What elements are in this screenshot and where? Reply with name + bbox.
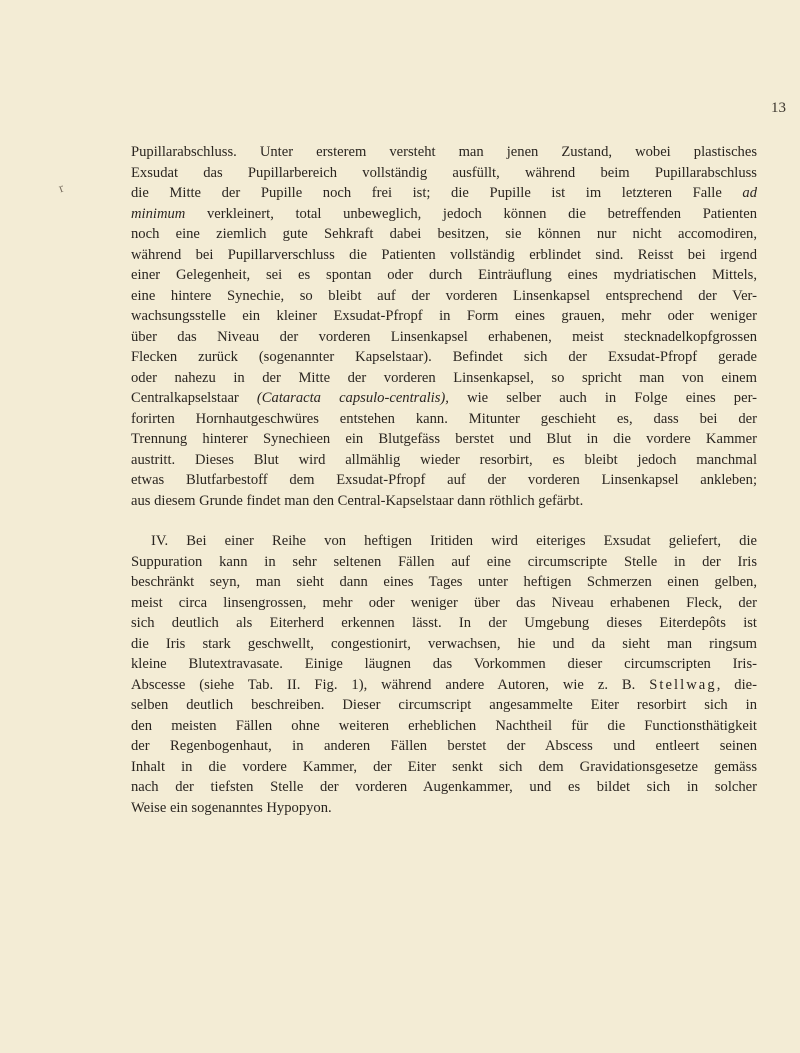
text-line: Centralkapselstaar (Cataracta capsulo-centralis), wie selber auch in Folge eines per- (131, 390, 758, 406)
text-line: Abscesse (siehe Tab. II. Fig. 1), während andere Autoren, wie z. B. Stellwag, die- (131, 676, 757, 693)
text-line: Flecken zurück (sogenannter Kapselstaar). Befindet sich der Exsudat-Pfropf gerade (131, 349, 757, 365)
text-line: Suppuration kann in sehr seltenen Fällen auf eine circumscripte Stelle in der Iris (131, 553, 757, 570)
text-line: noch eine ziemlich gute Sehkraft dabei besitzen, sie können nur nicht accomodiren, (131, 226, 757, 242)
text-line: wachsungsstelle ein kleiner Exsudat-Pfropf in Form eines grauen, mehr oder weniger (131, 308, 757, 324)
page-number: 13 (771, 100, 786, 116)
text-line: Pupillarabschluss. Unter ersterem versteht man jenen Zustand, wobei plastisches (131, 144, 757, 160)
margin-mark: r (56, 179, 66, 196)
text-line: über das Niveau der vorderen Linsenkapsel erhabenen, meist stecknadelkopfgrossen (131, 328, 757, 345)
text-line: sich deutlich als Eiterherd erkennen lässt. In der Umgebung dieses Eiterdepôts ist (131, 615, 757, 631)
italic-term: minimum (131, 205, 186, 222)
text-line: Inhalt in die vordere Kammer, der Eiter senkt sich dem Gravidationsgesetze gemäss (131, 758, 757, 775)
text-line: forirten Hornhautgeschwüres entstehen kann. Mitunter geschieht es, dass bei der (131, 410, 757, 427)
text-line: etwas Blutfarbestoff dem Exsudat-Pfropf auf der vorderen Linsenkapsel ankleben; (131, 472, 757, 488)
text-line: den meisten Fällen ohne weiteren erheblichen Nachtheil für die Functionsthätigkeit (131, 717, 757, 734)
text-line: Weise ein sogenanntes Hypopyon. (131, 799, 332, 816)
italic-term: (Cataracta capsulo-centralis), (256, 390, 449, 406)
text-line: einer Gelegenheit, sei es spontan oder durch Einträuflung eines mydriatischen Mittels, (131, 267, 757, 283)
text-line: meist circa linsengrossen, mehr oder weniger über das Niveau erhabenen Fleck, der (131, 594, 757, 611)
text-line: während bei Pupillarverschluss die Patienten vollständig erblindet sind. Reisst bei irgend (131, 246, 757, 263)
text-line: kleine Blutextravasate. Einige läugnen das Vorkommen dieser circumscripten Iris- (131, 656, 757, 672)
text-line: eine hintere Synechie, so bleibt auf der vorderen Linsenkapsel entsprechend der Ver- (131, 287, 757, 304)
text-line: Exsudat das Pupillarbereich vollständig ausfüllt, während beim Pupillarabschluss (131, 164, 757, 181)
text-line: IV. Bei einer Reihe von heftigen Iritiden wird eiteriges Exsudat geliefert, die (151, 533, 757, 549)
text-line: austritt. Dieses Blut wird allmählig wieder resorbirt, es bleibt jedoch manchmal (131, 451, 757, 468)
text-line: minimum verkleinert, total unbeweglich, jedoch können die betreffenden Patienten (131, 205, 757, 222)
text-line: oder nahezu in der Mitte der vorderen Linsenkapsel, so spricht man von einem (131, 369, 757, 386)
text-line: nach der tiefsten Stelle der vorderen Augenkammer, und es bildet sich in solcher (131, 779, 757, 795)
text-line: Trennung hinterer Synechieen ein Blutgefäss berstet und Blut in die vordere Kammer (131, 431, 757, 447)
author-name: Stellwag (649, 676, 717, 693)
body-text (131, 142, 757, 818)
text-line: selben deutlich beschreiben. Dieser circumscript angesammelte Eiter resorbirt sich in (131, 697, 757, 713)
italic-term: ad (742, 185, 757, 201)
text-line: aus diesem Grunde findet man den Central-Kapselstaar dann röthlich gefärbt. (131, 492, 584, 509)
text-line: beschränkt seyn, man sieht dann eines Tages unter heftigen Schmerzen einen gelben, (131, 574, 757, 590)
text-line: die Mitte der Pupille noch frei ist; die Pupille ist im letzteren Falle ad (131, 185, 757, 201)
text-line: die Iris stark geschwellt, congestionirt, verwachsen, hie und da sieht man ringsum (131, 635, 757, 652)
text-line: der Regenbogenhaut, in anderen Fällen berstet der Abscess und entleert seinen (131, 738, 757, 754)
